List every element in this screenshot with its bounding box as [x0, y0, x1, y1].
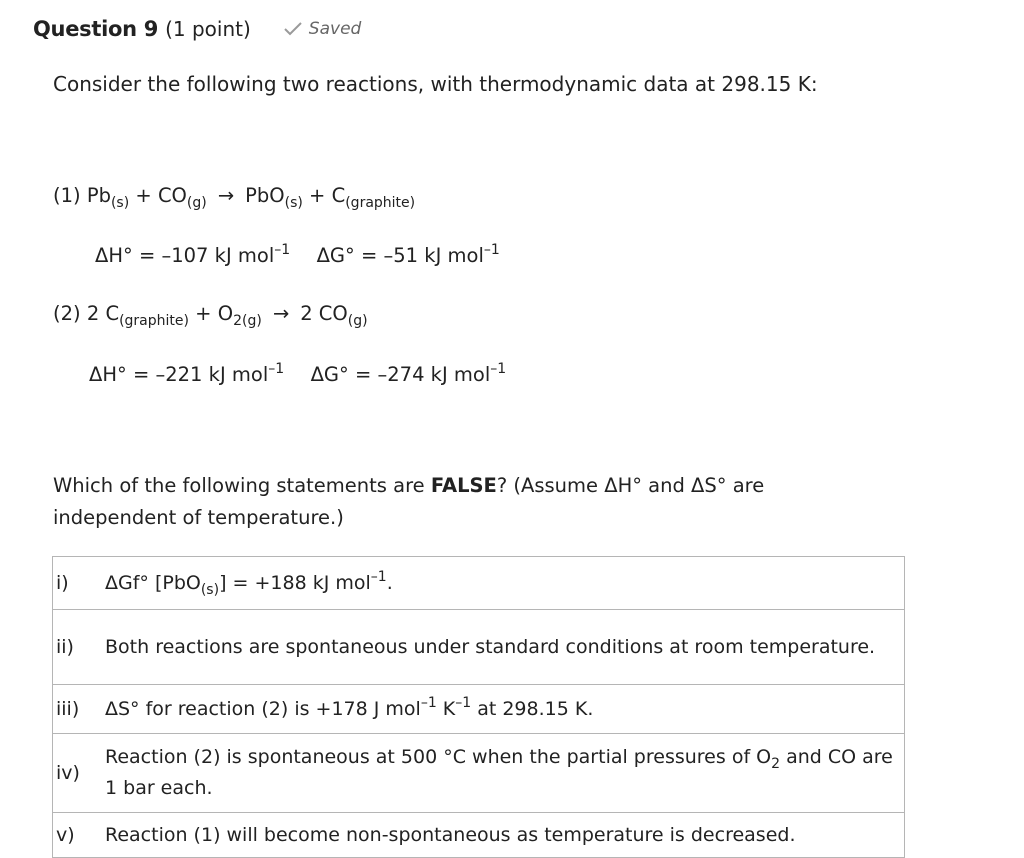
table-row [53, 813, 905, 858]
statement-text: Reaction (2) is spontaneous at 500 °C when the partial pressures of $O_2$ and CO are 1 bar each. [103, 734, 905, 813]
statement-text: ΔGf° [PbO$_{(s)}$] = +188 kJ mol$^{-1}$. [103, 557, 905, 610]
statement-number: i) [53, 557, 104, 610]
statement-number: iv) [53, 734, 104, 813]
question-header [33, 14, 361, 44]
reaction-2-thermo-data: ΔH° = –221 kJ mol$^{-1}$ ΔG° = –274 kJ mol$^{-1}$ [89, 361, 507, 386]
question-points: (1 point) [165, 17, 251, 41]
table-row [53, 610, 905, 685]
table-row [53, 557, 905, 610]
statement-number: ii) [53, 610, 104, 685]
checkmark-icon [283, 21, 303, 37]
saved-status [283, 19, 362, 39]
table-row [53, 734, 905, 813]
statement-number: v) [53, 813, 104, 858]
question-prompt: Which of the following statements are FALSE? (Assume ΔH° and ΔS° are independent of temperature.) [53, 474, 765, 529]
statements-table [52, 556, 905, 858]
reaction-1-equation: (1) $Pb_{(s)} + CO_{(g)} \to PbO_{(s)} + C_{(graphite)}$ [53, 184, 416, 211]
table-row [53, 685, 905, 734]
statement-text: Reaction (1) will become non-spontaneous as temperature is decreased. [103, 813, 905, 858]
reaction-arrow: → [217, 184, 235, 207]
intro-text: Consider the following two reactions, with thermodynamic data at 298.15 K: [53, 72, 818, 96]
saved-label: Saved [308, 19, 362, 39]
question-title: Question 9 [33, 17, 159, 41]
reaction-2-equation: (2) 2 $C_{(graphite)} + O_{2(g)} \to 2$ $CO_{(g)}$ [53, 302, 368, 329]
reaction-arrow: → [272, 302, 290, 325]
reaction-1-thermo-data: ΔH° = –107 kJ mol$^{-1}$ ΔG° = –51 kJ mol$^{-1}$ [95, 242, 500, 267]
statement-text: ΔS° for reaction (2) is +178 J mol$^{-1}$ $K^{-1}$ at 298.15 K. [103, 685, 905, 734]
statement-text: Both reactions are spontaneous under standard conditions at room temperature. [103, 610, 905, 685]
statement-number: iii) [53, 685, 104, 734]
